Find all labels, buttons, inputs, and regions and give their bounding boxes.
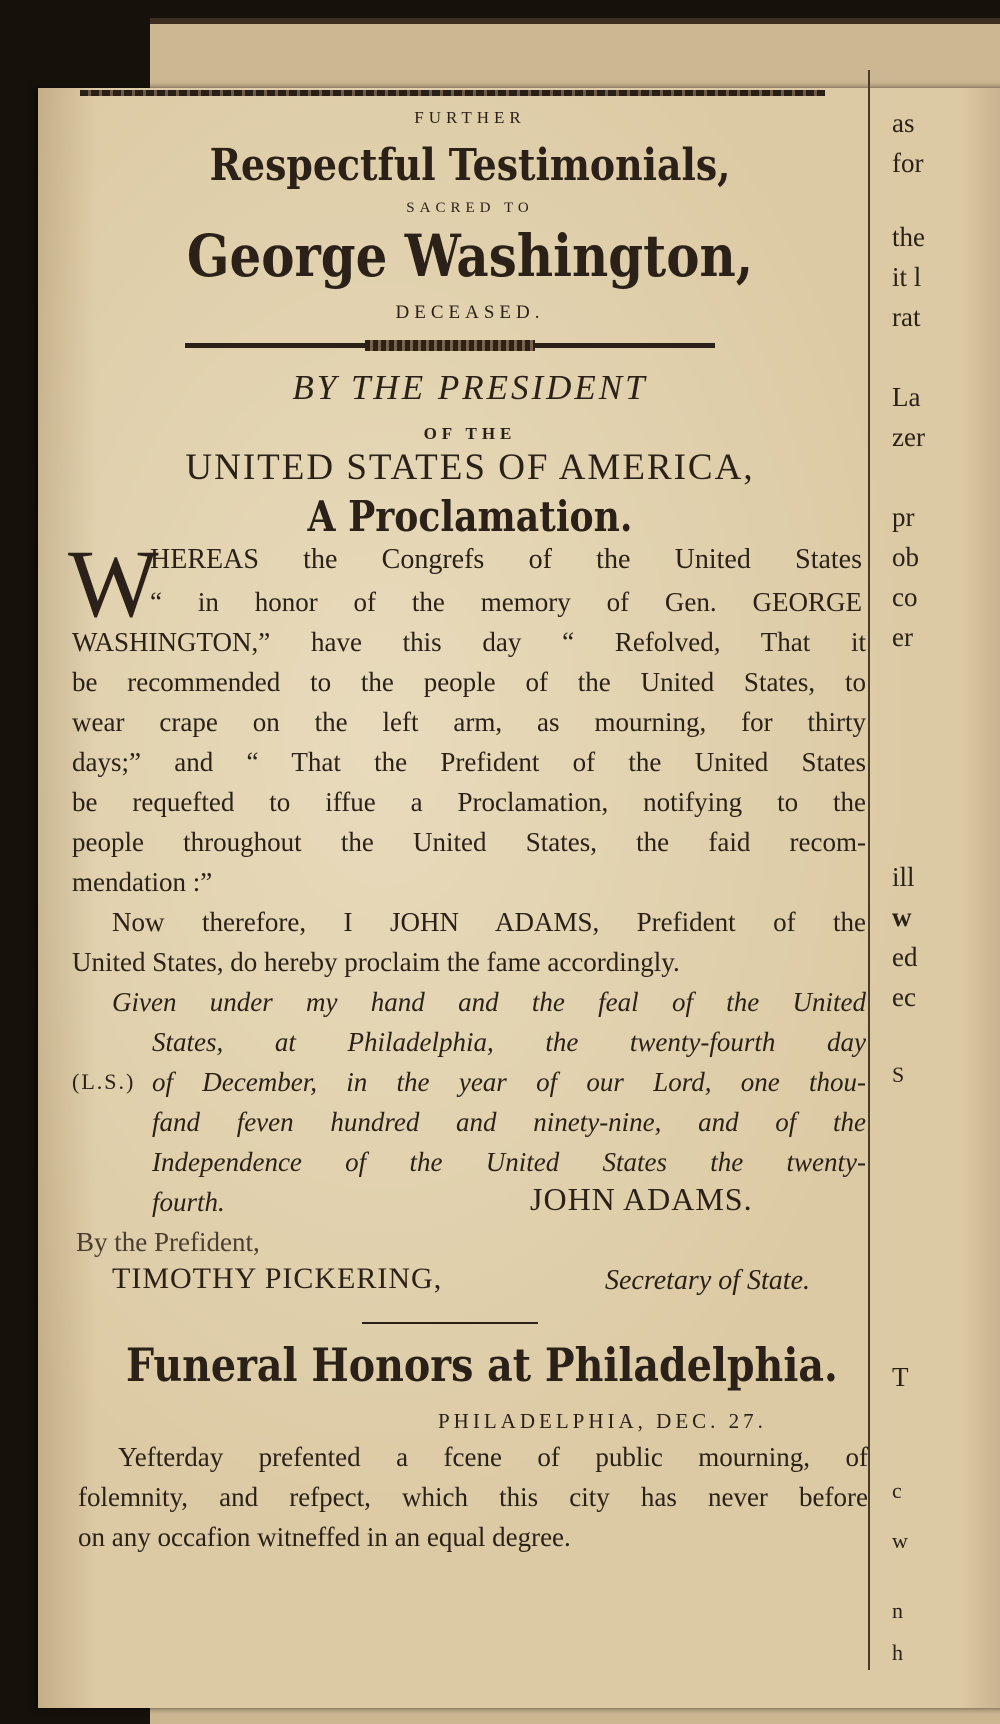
body-line-6: days;” and “ That the Prefident of the United States (72, 747, 866, 777)
adjacent-fragment: zer (892, 422, 925, 452)
nation-heading: UNITED STATES OF AMERICA, (185, 447, 755, 488)
washington-text: George Washington, (186, 222, 754, 290)
body-line-1: HEREAS the Congrefs of the United States (150, 544, 862, 575)
given-line-2: States, at Philadelphia, the twenty-fourth day (152, 1027, 866, 1057)
adjacent-fragment: w (892, 1528, 908, 1553)
adjacent-column (888, 0, 1000, 1682)
heavy-ornamental-rule (185, 343, 715, 348)
adjacent-fragment: S (892, 1062, 905, 1087)
deceased-heading: DECEASED. (395, 302, 545, 323)
signer-name: JOHN ADAMS. (530, 1181, 753, 1217)
adjacent-fragment: ec (892, 982, 916, 1012)
seal-mark: (L.S.) (72, 1069, 136, 1094)
given-line-1: Given under my hand and the feal of the United (112, 987, 866, 1017)
given-line-5: Independence of the United States the twenty- (152, 1147, 866, 1177)
body-line-7: be requefted to iffue a Proclamation, notifying to the (72, 787, 866, 817)
body-line-11: United States, do hereby proclaim the fame accordingly. (72, 947, 680, 977)
adjacent-fragment: ed (892, 942, 918, 972)
testimonials-heading (70, 140, 870, 191)
section-divider-rule (362, 1322, 538, 1324)
top-ornamental-rule (80, 90, 825, 96)
adjacent-fragment: ob (892, 542, 919, 572)
body-line-2: “ in honor of the memory of Gen. GEORGE (150, 587, 862, 617)
proclamation-title-text: A Proclamation. (307, 492, 633, 541)
washington-heading (70, 222, 870, 290)
funeral-line-3: on any occafion witneffed in an equal degree. (78, 1522, 571, 1552)
adjacent-fragment: T (892, 1362, 909, 1392)
funeral-line-2: folemnity, and refpect, which this city has never before (78, 1482, 868, 1512)
funeral-dateline: PHILADELPHIA, DEC. 27. (438, 1409, 767, 1433)
adjacent-fragment: co (892, 582, 918, 612)
funeral-heading-text: Funeral Honors at Philadelphia. (126, 1338, 838, 1392)
adjacent-fragment: La (892, 382, 921, 412)
body-line-10: Now therefore, I JOHN ADAMS, Prefident of the (112, 907, 866, 937)
adjacent-fragment: n (892, 1598, 903, 1623)
adjacent-fragment: w (892, 902, 912, 932)
given-line-3: of December, in the year of our Lord, one thou- (152, 1067, 866, 1097)
adjacent-fragment: c (892, 1478, 902, 1503)
funeral-line-1: Yefterday prefented a fcene of public mourning, of (118, 1442, 868, 1472)
adjacent-fragment: as (892, 108, 915, 138)
by-the-president-heading: BY THE PRESIDENT (292, 368, 648, 407)
drop-cap: W (68, 530, 159, 637)
body-line-9: mendation :” (72, 867, 213, 897)
given-line-4: fand feven hundred and ninety-nine, and of the (152, 1107, 866, 1137)
adjacent-fragment: ill (892, 862, 915, 892)
body-line-8: people throughout the United States, the faid recom- (72, 827, 866, 857)
adjacent-fragment: pr (892, 502, 915, 532)
adjacent-fragment: h (892, 1640, 903, 1665)
adjacent-fragment: for (892, 148, 924, 178)
given-line-6: fourth. (152, 1187, 225, 1217)
testimonials-text: Respectful Testimonials, (209, 140, 731, 191)
adjacent-fragment: the (892, 222, 925, 252)
adjacent-fragment: er (892, 622, 913, 652)
sacred-to-heading: SACRED TO (406, 200, 534, 216)
funeral-heading (70, 1338, 870, 1392)
body-line-4: be recommended to the people of the United States, to (72, 667, 866, 697)
body-line-3: WASHINGTON,” have this day “ Refolved, That it (72, 627, 866, 657)
adjacent-fragment: it l (892, 262, 922, 292)
secretary-name: TIMOTHY PICKERING, (112, 1262, 443, 1295)
adjacent-fragment: rat (892, 302, 921, 332)
proclamation-title (70, 492, 870, 541)
by-the-president-line: By the Prefident, (76, 1227, 260, 1257)
body-line-5: wear crape on the left arm, as mourning, for thirty (72, 707, 866, 737)
of-the-heading: OF THE (423, 424, 517, 443)
further-heading: FURTHER (414, 108, 526, 127)
secretary-title: Secretary of State. (605, 1265, 811, 1296)
